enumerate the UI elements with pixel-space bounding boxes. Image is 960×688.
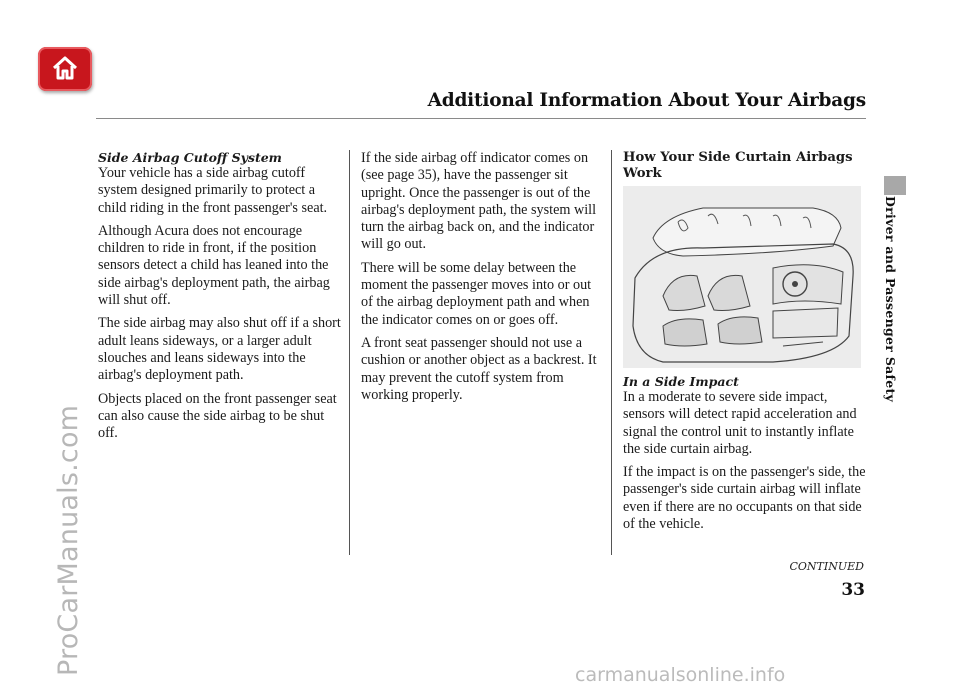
section-heading: How Your Side Curtain Airbags Work [623, 150, 853, 181]
subheading-cutoff-system: Side Airbag Cutoff System [98, 150, 282, 165]
paragraph: The side airbag may also shut off if a short adult leans sideways, or a larger adult slouches and leans sideways into the airbag's deployment path. [98, 315, 341, 384]
side-curtain-airbag-illustration [623, 186, 861, 368]
column-3 [623, 150, 867, 539]
section-label: Driver and Passenger Safety [883, 196, 898, 403]
paragraph: Objects placed on the front passenger seat can also cause the side airbag to be shut off. [98, 390, 337, 442]
page-title: Additional Information About Your Airbags [427, 90, 866, 111]
section-tab[interactable] [884, 176, 906, 195]
subheading-side-impact: In a Side Impact [623, 374, 739, 389]
paragraph: There will be some delay between the moment the passenger moves into or out of the airbag deployment path and when the indicator comes on or goes off. [361, 259, 592, 328]
page-number: 33 [841, 580, 865, 600]
home-icon [51, 54, 79, 82]
header-divider [96, 118, 866, 119]
home-button[interactable] [38, 47, 92, 91]
watermark-bottom: carmanualsonline.info [575, 664, 786, 686]
paragraph: Your vehicle has a side airbag cutoff system designed primarily to protect a child riding in the front passenger's seat. [98, 165, 328, 216]
column-1 [98, 150, 342, 448]
watermark-left: ProCarManuals.com [53, 404, 84, 676]
continued-label: CONTINUED [789, 560, 864, 573]
paragraph: If the impact is on the passenger's side, the passenger's side curtain airbag will inflate even if there are no occupants on that side of the vehicle. [623, 464, 866, 533]
column-2 [361, 150, 605, 410]
paragraph: In a moderate to severe side impact, sensors will detect rapid acceleration and signal the control unit to instantly inflate the side curtain airbag. [623, 389, 857, 457]
column-divider [611, 150, 612, 555]
column-divider [349, 150, 350, 555]
paragraph: If the side airbag off indicator comes on (see page 35), have the passenger sit upright. Once the passenger is out of the airbag's deployment path, the system will turn the airbag back on, and the indicator will go out. [361, 150, 597, 253]
paragraph: A front seat passenger should not use a cushion or another object as a backrest. It may prevent the cutoff system from working properly. [361, 334, 597, 403]
paragraph: Although Acura does not encourage children to ride in front, if the position sensors detect a child has leaned into the side airbag's deployment path, the airbag will shut off. [98, 222, 330, 309]
